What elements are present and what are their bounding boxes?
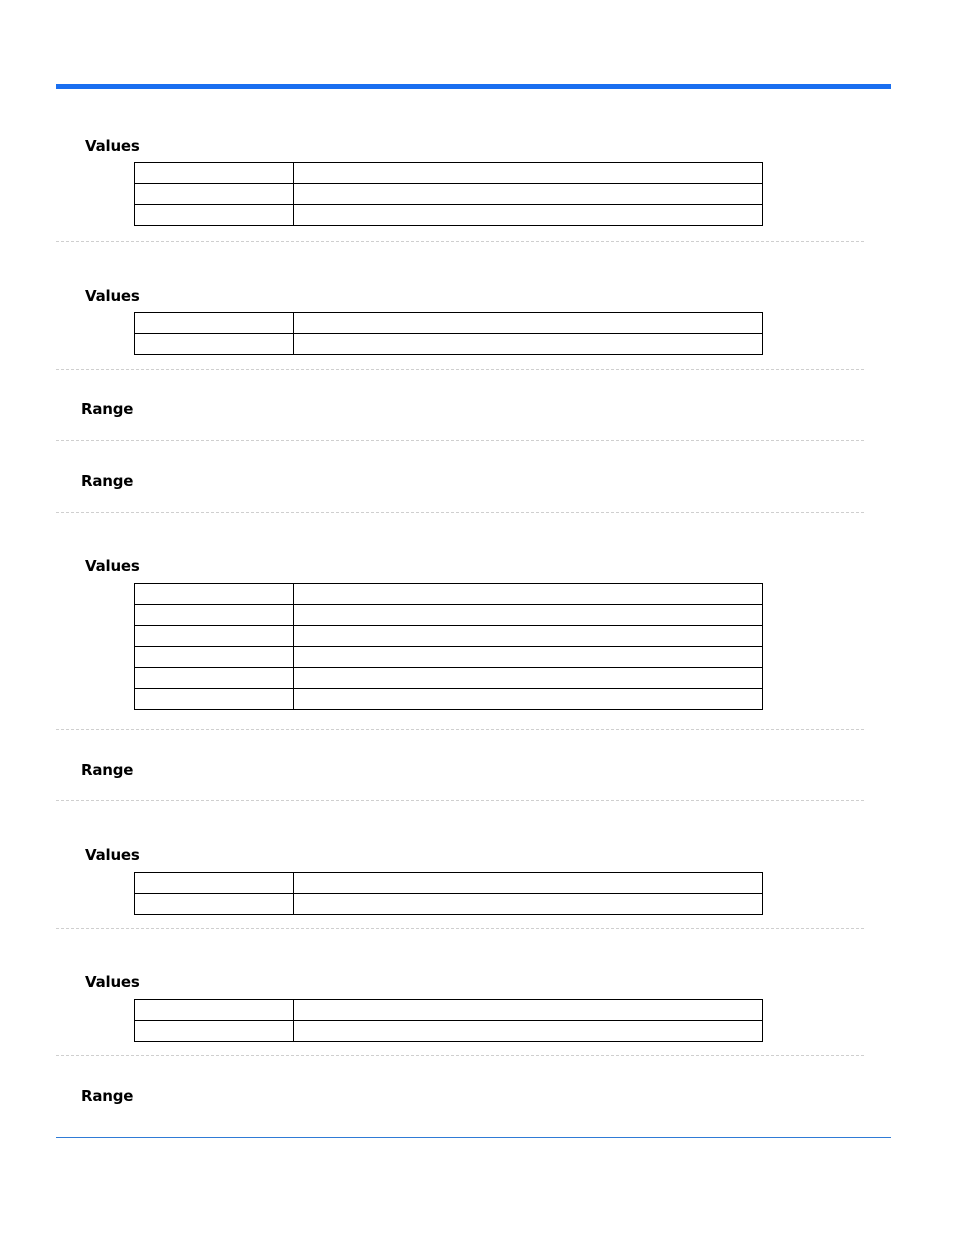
section-divider: [56, 440, 864, 441]
table-row: [135, 313, 763, 334]
table-cell: [135, 873, 294, 894]
range-heading: Range: [81, 761, 134, 779]
table-cell: [135, 1000, 294, 1021]
values-heading: Values: [85, 973, 140, 991]
table-row: [135, 184, 763, 205]
values-heading: Values: [85, 846, 140, 864]
table-row: [135, 1000, 763, 1021]
table-row: [135, 668, 763, 689]
table-cell: [294, 334, 763, 355]
table-cell: [135, 626, 294, 647]
table-cell: [294, 626, 763, 647]
range-heading: Range: [81, 1087, 134, 1105]
table-cell: [294, 163, 763, 184]
table-row: [135, 1021, 763, 1042]
table-cell: [294, 873, 763, 894]
table-cell: [294, 689, 763, 710]
values-table: [134, 312, 763, 355]
range-heading: Range: [81, 400, 134, 418]
table-cell: [135, 334, 294, 355]
section-divider: [56, 512, 864, 513]
table-cell: [135, 647, 294, 668]
header-rule: [56, 84, 891, 89]
values-heading: Values: [85, 287, 140, 305]
table-cell: [135, 689, 294, 710]
table-cell: [294, 184, 763, 205]
table-row: [135, 894, 763, 915]
values-table: [134, 162, 763, 226]
footer-rule: [56, 1137, 891, 1138]
table-cell: [135, 584, 294, 605]
table-row: [135, 605, 763, 626]
table-row: [135, 626, 763, 647]
table-cell: [135, 313, 294, 334]
range-heading: Range: [81, 472, 134, 490]
table-cell: [135, 184, 294, 205]
values-table: [134, 872, 763, 915]
table-cell: [135, 894, 294, 915]
section-divider: [56, 1055, 864, 1056]
values-heading: Values: [85, 557, 140, 575]
table-row: [135, 205, 763, 226]
table-cell: [294, 1021, 763, 1042]
table-row: [135, 647, 763, 668]
table-row: [135, 689, 763, 710]
values-heading: Values: [85, 137, 140, 155]
table-cell: [294, 647, 763, 668]
section-divider: [56, 241, 864, 242]
table-cell: [135, 205, 294, 226]
table-cell: [294, 584, 763, 605]
table-cell: [135, 163, 294, 184]
table-cell: [294, 605, 763, 626]
section-divider: [56, 800, 864, 801]
table-row: [135, 584, 763, 605]
table-cell: [294, 313, 763, 334]
table-cell: [294, 668, 763, 689]
section-divider: [56, 369, 864, 370]
table-row: [135, 873, 763, 894]
table-cell: [135, 668, 294, 689]
values-table: [134, 999, 763, 1042]
section-divider: [56, 729, 864, 730]
table-row: [135, 334, 763, 355]
table-cell: [135, 1021, 294, 1042]
values-table: [134, 583, 763, 710]
table-cell: [294, 894, 763, 915]
table-cell: [294, 205, 763, 226]
section-divider: [56, 928, 864, 929]
table-cell: [294, 1000, 763, 1021]
table-cell: [135, 605, 294, 626]
table-row: [135, 163, 763, 184]
